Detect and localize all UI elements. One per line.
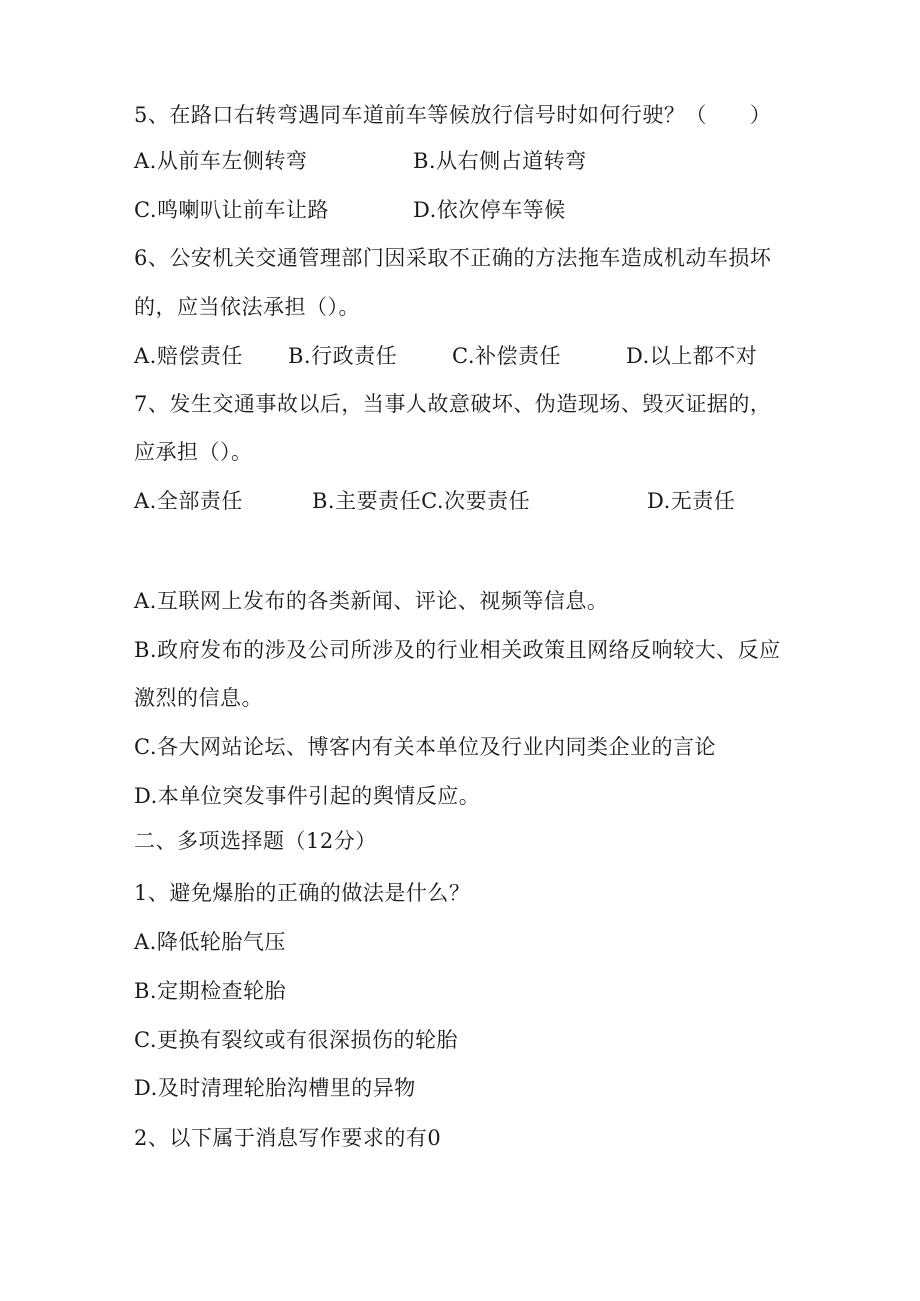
question-5-option-a: A.从前车左侧转弯 [134,149,308,173]
question-7-stem-line1: 7、发生交通事故以后，当事人故意破坏、伪造现场、毁灭证据的， [134,392,772,416]
multi-question-1-option-b: B.定期检查轮胎 [134,979,287,1003]
question-8-option-a: A.互联网上发布的各类新闻、评论、视频等信息。 [134,589,609,613]
question-6-option-c: C.补偿责任 [452,344,561,368]
multi-question-1-option-a: A.降低轮胎气压 [134,930,286,954]
question-7-stem-line2: 应承担（）。 [134,440,253,464]
question-7-option-a: A.全部责任 [134,489,243,513]
question-6-stem-line2: 的，应当依法承担（）。 [134,295,360,319]
question-6-stem-line1: 6、公安机关交通管理部门因采取不正确的方法拖车造成机动车损坏 [134,246,772,270]
question-5-option-d: D.依次停车等候 [413,198,566,222]
question-5-stem: 5、在路口右转弯遇同车道前车等候放行信号时如何行驶？（ ） [134,103,772,127]
question-7-option-d: D.无责任 [647,489,736,513]
question-8-option-b-line1: B.政府发布的涉及公司所涉及的行业相关政策且网络反响较大、反应 [134,638,781,662]
multi-question-2-stem: 2、以下属于消息写作要求的有0 [134,1126,442,1150]
section-2-heading: 二、多项选择题（12分） [134,829,377,853]
question-6-option-d: D.以上都不对 [626,344,758,368]
question-8-option-d: D.本单位突发事件引起的舆情反应。 [134,784,481,808]
question-5-option-c: C.鸣喇叭让前车让路 [134,198,329,222]
question-7-option-bc: B.主要责任C.次要责任 [312,489,531,513]
question-5-option-b: B.从右侧占道转弯 [413,149,587,173]
multi-question-1-option-d: D.及时清理轮胎沟槽里的异物 [134,1076,416,1100]
multi-question-1-option-c: C.更换有裂纹或有很深损伤的轮胎 [134,1028,458,1052]
multi-question-1-stem: 1、避免爆胎的正确的做法是什么？ [134,881,471,905]
question-8-option-b-line2: 激烈的信息。 [134,686,263,710]
question-8-option-c: C.各大网站论坛、博客内有关本单位及行业内同类企业的言论 [134,735,716,759]
question-6-option-a: A.赔偿责任 [134,344,243,368]
question-6-option-b: B.行政责任 [288,344,398,368]
